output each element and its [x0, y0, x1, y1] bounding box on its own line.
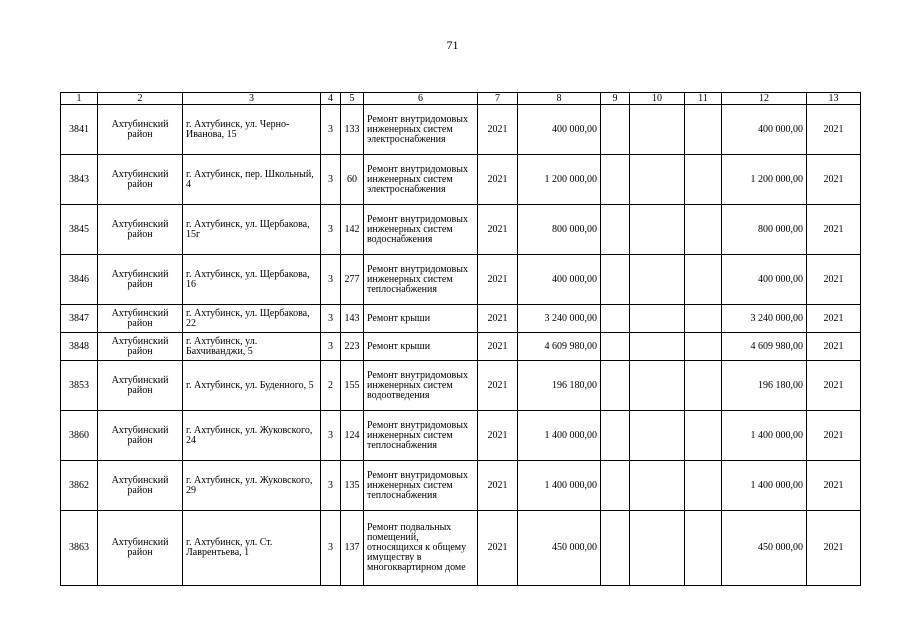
district-cell: Ахтубинский район: [98, 511, 183, 586]
completion-year-cell: 2021: [807, 361, 861, 411]
row-id-cell: 3843: [61, 155, 98, 205]
district-cell: Ахтубинский район: [98, 461, 183, 511]
year-cell: 2021: [478, 361, 518, 411]
col5-cell: 142: [341, 205, 364, 255]
address-cell: г. Ахтубинск, ул. Черно-Иванова, 15: [183, 105, 321, 155]
column-number: 8: [518, 93, 601, 105]
table-row: [61, 205, 861, 255]
row-id-cell: 3841: [61, 105, 98, 155]
row-id-cell: 3860: [61, 411, 98, 461]
col10-cell: [630, 305, 685, 333]
cost-cell: 450 000,00: [518, 511, 601, 586]
col5-cell: 155: [341, 361, 364, 411]
cost-cell: 400 000,00: [518, 105, 601, 155]
year-cell: 2021: [478, 205, 518, 255]
work-type-cell: Ремонт внутридомовых инженерных систем теплоснабжения: [364, 461, 478, 511]
col4-cell: 3: [321, 511, 341, 586]
col10-cell: [630, 105, 685, 155]
col11-cell: [685, 305, 722, 333]
col9-cell: [601, 105, 630, 155]
completion-year-cell: 2021: [807, 411, 861, 461]
col5-cell: 133: [341, 105, 364, 155]
data-table: [60, 92, 861, 586]
row-id-cell: 3846: [61, 255, 98, 305]
col11-cell: [685, 333, 722, 361]
col11-cell: [685, 255, 722, 305]
address-cell: г. Ахтубинск, ул. Щербакова, 15г: [183, 205, 321, 255]
total-cell: 1 400 000,00: [722, 461, 807, 511]
column-number: 5: [341, 93, 364, 105]
table-row: [61, 511, 861, 586]
col9-cell: [601, 461, 630, 511]
year-cell: 2021: [478, 155, 518, 205]
cost-cell: 1 400 000,00: [518, 461, 601, 511]
col9-cell: [601, 305, 630, 333]
year-cell: 2021: [478, 255, 518, 305]
total-cell: 4 609 980,00: [722, 333, 807, 361]
completion-year-cell: 2021: [807, 255, 861, 305]
total-cell: 800 000,00: [722, 205, 807, 255]
total-cell: 3 240 000,00: [722, 305, 807, 333]
completion-year-cell: 2021: [807, 105, 861, 155]
total-cell: 400 000,00: [722, 105, 807, 155]
cost-cell: 4 609 980,00: [518, 333, 601, 361]
col9-cell: [601, 511, 630, 586]
col4-cell: 3: [321, 255, 341, 305]
col4-cell: 3: [321, 155, 341, 205]
col11-cell: [685, 361, 722, 411]
col11-cell: [685, 411, 722, 461]
year-cell: 2021: [478, 461, 518, 511]
col9-cell: [601, 155, 630, 205]
address-cell: г. Ахтубинск, ул. Бахчиванджи, 5: [183, 333, 321, 361]
col5-cell: 143: [341, 305, 364, 333]
row-id-cell: 3863: [61, 511, 98, 586]
col4-cell: 3: [321, 305, 341, 333]
completion-year-cell: 2021: [807, 333, 861, 361]
work-type-cell: Ремонт внутридомовых инженерных систем теплоснабжения: [364, 411, 478, 461]
col11-cell: [685, 155, 722, 205]
completion-year-cell: 2021: [807, 155, 861, 205]
district-cell: Ахтубинский район: [98, 411, 183, 461]
address-cell: г. Ахтубинск, ул. Ст. Лаврентьева, 1: [183, 511, 321, 586]
completion-year-cell: 2021: [807, 461, 861, 511]
column-number: 11: [685, 93, 722, 105]
year-cell: 2021: [478, 305, 518, 333]
row-id-cell: 3845: [61, 205, 98, 255]
col11-cell: [685, 461, 722, 511]
col11-cell: [685, 205, 722, 255]
col10-cell: [630, 411, 685, 461]
col10-cell: [630, 333, 685, 361]
col9-cell: [601, 205, 630, 255]
year-cell: 2021: [478, 511, 518, 586]
col10-cell: [630, 255, 685, 305]
district-cell: Ахтубинский район: [98, 255, 183, 305]
column-number: 3: [183, 93, 321, 105]
table-row: [61, 361, 861, 411]
col10-cell: [630, 205, 685, 255]
address-cell: г. Ахтубинск, ул. Жуковского, 24: [183, 411, 321, 461]
col10-cell: [630, 511, 685, 586]
col4-cell: 3: [321, 411, 341, 461]
address-cell: г. Ахтубинск, пер. Школьный, 4: [183, 155, 321, 205]
year-cell: 2021: [478, 333, 518, 361]
col5-cell: 135: [341, 461, 364, 511]
work-type-cell: Ремонт крыши: [364, 333, 478, 361]
district-cell: Ахтубинский район: [98, 305, 183, 333]
column-number: 2: [98, 93, 183, 105]
row-id-cell: 3853: [61, 361, 98, 411]
col4-cell: 3: [321, 105, 341, 155]
total-cell: 450 000,00: [722, 511, 807, 586]
district-cell: Ахтубинский район: [98, 105, 183, 155]
column-number: 9: [601, 93, 630, 105]
address-cell: г. Ахтубинск, ул. Жуковского, 29: [183, 461, 321, 511]
row-id-cell: 3848: [61, 333, 98, 361]
col5-cell: 137: [341, 511, 364, 586]
address-cell: г. Ахтубинск, ул. Буденного, 5: [183, 361, 321, 411]
completion-year-cell: 2021: [807, 205, 861, 255]
address-cell: г. Ахтубинск, ул. Щербакова, 16: [183, 255, 321, 305]
cost-cell: 3 240 000,00: [518, 305, 601, 333]
district-cell: Ахтубинский район: [98, 205, 183, 255]
table-row: [61, 305, 861, 333]
table-row: [61, 333, 861, 361]
cost-cell: 1 200 000,00: [518, 155, 601, 205]
col5-cell: 223: [341, 333, 364, 361]
col10-cell: [630, 155, 685, 205]
col4-cell: 3: [321, 461, 341, 511]
work-type-cell: Ремонт подвальных помещений, относящихся к общему имуществу в многоквартирном доме: [364, 511, 478, 586]
col10-cell: [630, 361, 685, 411]
table-row: [61, 155, 861, 205]
work-type-cell: Ремонт внутридомовых инженерных систем водоотведения: [364, 361, 478, 411]
col5-cell: 277: [341, 255, 364, 305]
district-cell: Ахтубинский район: [98, 333, 183, 361]
year-cell: 2021: [478, 105, 518, 155]
cost-cell: 800 000,00: [518, 205, 601, 255]
column-number: 4: [321, 93, 341, 105]
year-cell: 2021: [478, 411, 518, 461]
col11-cell: [685, 105, 722, 155]
col5-cell: 124: [341, 411, 364, 461]
column-number: 1: [61, 93, 98, 105]
row-id-cell: 3862: [61, 461, 98, 511]
col4-cell: 3: [321, 205, 341, 255]
address-cell: г. Ахтубинск, ул. Щербакова, 22: [183, 305, 321, 333]
col9-cell: [601, 411, 630, 461]
col9-cell: [601, 361, 630, 411]
table-row: [61, 411, 861, 461]
cost-cell: 1 400 000,00: [518, 411, 601, 461]
page-number: 71: [446, 38, 459, 52]
total-cell: 400 000,00: [722, 255, 807, 305]
column-number: 6: [364, 93, 478, 105]
district-cell: Ахтубинский район: [98, 155, 183, 205]
table-row: [61, 105, 861, 155]
work-type-cell: Ремонт внутридомовых инженерных систем теплоснабжения: [364, 255, 478, 305]
cost-cell: 400 000,00: [518, 255, 601, 305]
col5-cell: 60: [341, 155, 364, 205]
column-number: 13: [807, 93, 861, 105]
table-row: [61, 461, 861, 511]
col9-cell: [601, 333, 630, 361]
cost-cell: 196 180,00: [518, 361, 601, 411]
col10-cell: [630, 461, 685, 511]
col11-cell: [685, 511, 722, 586]
completion-year-cell: 2021: [807, 305, 861, 333]
work-type-cell: Ремонт крыши: [364, 305, 478, 333]
column-number: 10: [630, 93, 685, 105]
table-row: [61, 255, 861, 305]
row-id-cell: 3847: [61, 305, 98, 333]
col9-cell: [601, 255, 630, 305]
col4-cell: 3: [321, 333, 341, 361]
column-number: 7: [478, 93, 518, 105]
column-number: 12: [722, 93, 807, 105]
completion-year-cell: 2021: [807, 511, 861, 586]
total-cell: 1 200 000,00: [722, 155, 807, 205]
column-number-row: [61, 93, 861, 105]
total-cell: 1 400 000,00: [722, 411, 807, 461]
district-cell: Ахтубинский район: [98, 361, 183, 411]
col4-cell: 2: [321, 361, 341, 411]
total-cell: 196 180,00: [722, 361, 807, 411]
work-type-cell: Ремонт внутридомовых инженерных систем электроснабжения: [364, 105, 478, 155]
work-type-cell: Ремонт внутридомовых инженерных систем электроснабжения: [364, 155, 478, 205]
work-type-cell: Ремонт внутридомовых инженерных систем водоснабжения: [364, 205, 478, 255]
